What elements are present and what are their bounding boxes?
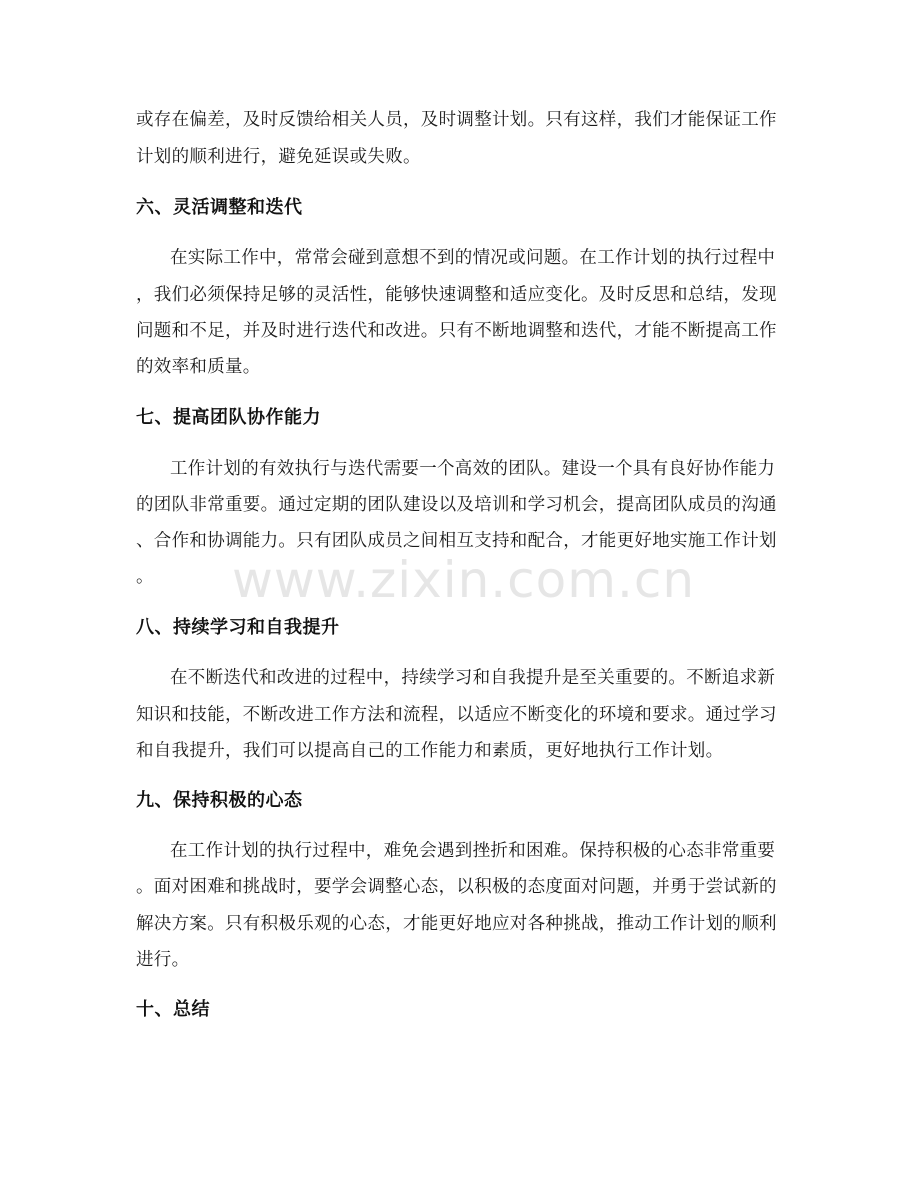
intro-line: 计划的顺利进行，避免延误或失败。 [136,147,421,167]
paragraph-line: 和自我提升，我们可以提高自己的工作能力和素质，更好地执行工作计划。 [136,741,724,761]
section-heading: 七、提高团队协作能力 [136,407,321,428]
paragraph-line: 知识和技能，不断改进工作方法和流程，以适应不断变化的环境和要求。通过学习 [136,705,777,725]
section-heading: 九、保持积极的心态 [136,790,303,811]
paragraph-line: ，我们必须保持足够的灵活性，能够快速调整和适应变化。及时反思和总结，发现 [136,285,777,305]
paragraph-line: 在实际工作中，常常会碰到意想不到的情况或问题。在工作计划的执行过程中 [170,248,776,268]
paragraph-line: 的团队非常重要。通过定期的团队建设以及培训和学习机会，提高团队成员的沟通 [136,495,777,515]
watermark: www.zixin.com.cn [232,551,696,609]
paragraph-line: 、合作和协调能力。只有团队成员之间相互支持和配合，才能更好地实施工作计划 [136,531,777,551]
section-heading: 十、总结 [136,999,210,1020]
paragraph-line: 在工作计划的执行过程中，难免会遇到挫折和困难。保持积极的心态非常重要 [170,841,776,861]
paragraph-line: 。 [136,567,154,587]
paragraph-line: 的效率和质量。 [136,357,261,377]
paragraph-line: 。面对困难和挑战时，要学会调整心态，以积极的态度面对问题，并勇于尝试新的 [136,877,777,897]
paragraph-line: 问题和不足，并及时进行迭代和改进。只有不断地调整和迭代，才能不断提高工作 [136,321,777,341]
paragraph-line: 在不断迭代和改进的过程中，持续学习和自我提升是至关重要的。不断追求新 [170,668,776,688]
section-heading: 六、灵活调整和迭代 [136,197,303,218]
section-heading: 八、持续学习和自我提升 [136,617,340,638]
paragraph-line: 解决方案。只有积极乐观的心态，才能更好地应对各种挑战，推动工作计划的顺利 [136,914,777,934]
paragraph-line: 工作计划的有效执行与迭代需要一个高效的团队。建设一个具有良好协作能力 [170,459,776,479]
paragraph-line: 进行。 [136,950,190,970]
intro-line: 或存在偏差，及时反馈给相关人员，及时调整计划。只有这样，我们才能保证工作 [136,110,777,130]
